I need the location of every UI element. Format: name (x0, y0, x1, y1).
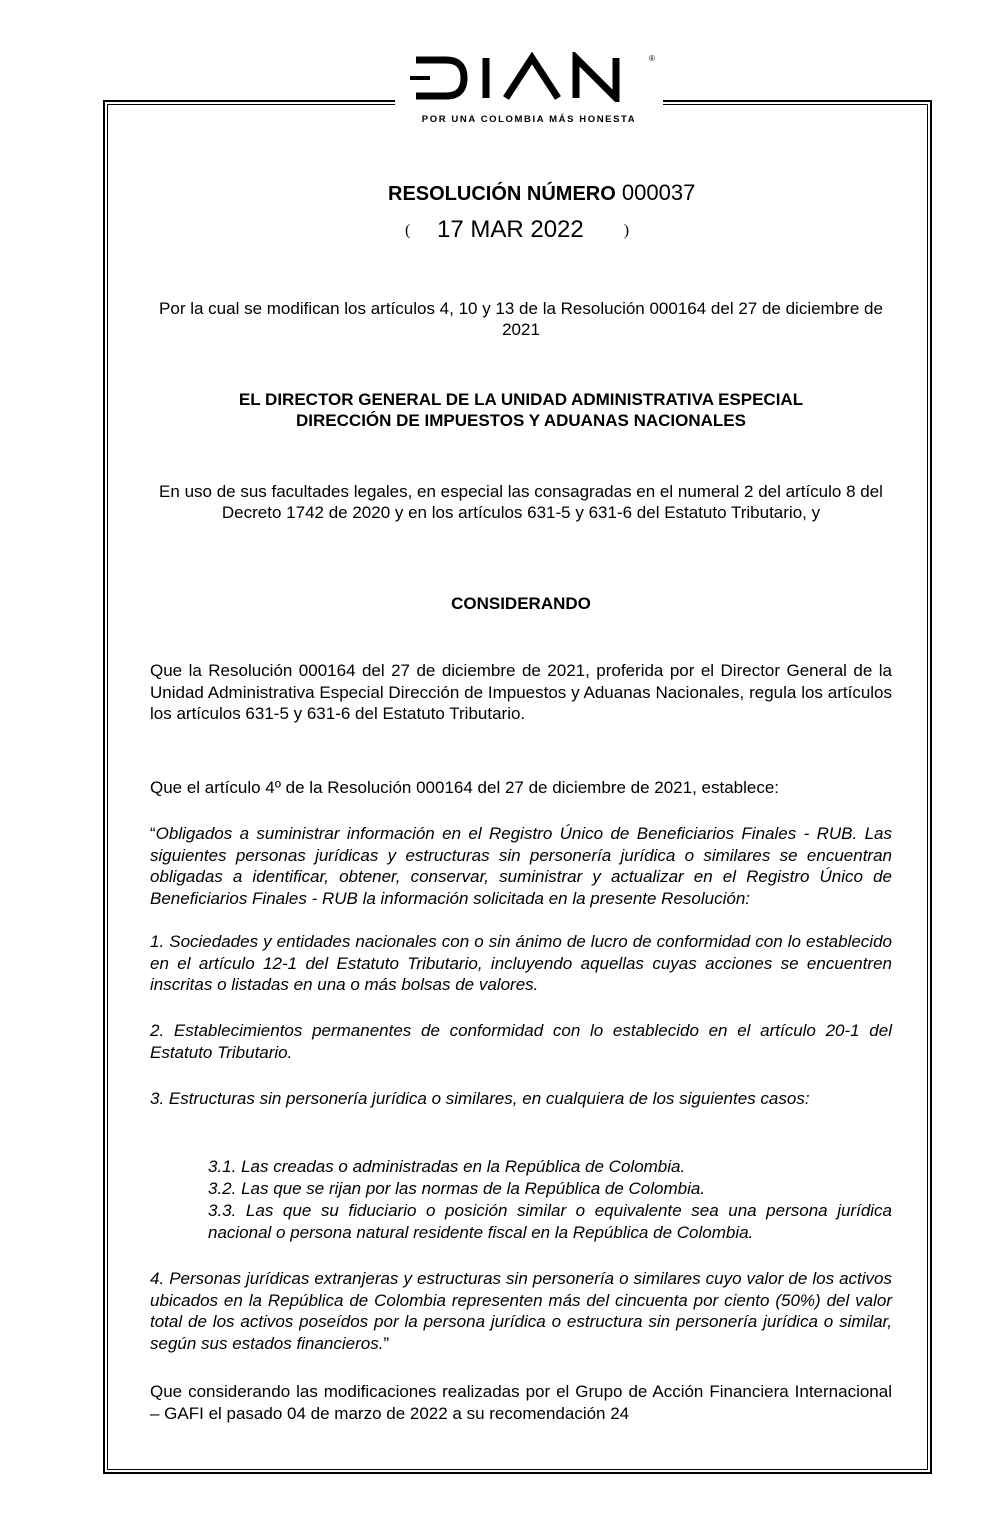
resolution-date (405, 216, 629, 244)
authority-line-2: DIRECCIÓN DE IMPUESTOS Y ADUANAS NACIONALES (296, 411, 746, 430)
resolution-number (388, 180, 695, 206)
quote-intro-text: Obligados a suministrar información en el Registro Único de Beneficiarios Finales - RUB. Las siguientes personas jurídicas y estructuras sin personería jurídica o similares se encuentran obligadas a identificar, obtener, conservar, suministrar y actualizar en el Registro Único de Beneficiarios Finales - RUB la información solicitada en la presente Resolución: (150, 824, 892, 908)
registered-mark: ® (649, 54, 655, 63)
authority-title (150, 389, 892, 431)
list-item-4-text: 4. Personas jurídicas extranjeras y estructuras sin personería o similares cuyo valor de los activos ubicados en la República de Colombia representen más del cincuenta por ciento (50%) del valor total de los activos poseídos por la persona jurídica o estructura sin personería jurídica o similar, según sus estados financieros. (150, 1269, 892, 1353)
list-item-3-2: 3.2. Las que se rijan por las normas de la República de Colombia. (208, 1179, 706, 1198)
list-item-3-1: 3.1. Las creadas o administradas en la República de Colombia. (208, 1157, 686, 1176)
list-item-2: 2. Establecimientos permanentes de conformidad con lo establecido en el artículo 20-1 del Estatuto Tributario. (150, 1021, 892, 1062)
paragraph-1: Que la Resolución 000164 del 27 de diciembre de 2021, proferida por el Director General de la Unidad Administrativa Especial Dirección de Impuestos y Aduanas Nacionales, regula los artículos los artículos 631-5 y 631-6 del Estatuto Tributario. (150, 661, 892, 723)
paragraph-2: Que el artículo 4º de la Resolución 000164 del 27 de diciembre de 2021, establece: (150, 778, 780, 797)
quote-close-mark: ” (383, 1333, 390, 1353)
list-item-1: 1. Sociedades y entidades nacionales con o sin ánimo de lucro de conformidad con lo establecido en el artículo 12-1 del Estatuto Tributario, incluyendo aquellas cuyas acciones se encuentren inscritas o listadas en una o más bolsas de valores. (150, 932, 892, 994)
faculties-text: En uso de sus facultades legales, en especial las consagradas en el numeral 2 del artículo 8 del Decreto 1742 de 2020 y en los artículos 631-5 y 631-6 del Estatuto Tributario, y (159, 482, 883, 522)
paren-close: ) (623, 222, 630, 239)
list-item-4 (150, 1268, 892, 1354)
quote-intro (150, 823, 892, 909)
considerando-heading: CONSIDERANDO (451, 594, 591, 613)
list-item-3-3: 3.3. Las que su fiduciario o posición similar o equivalente sea una persona jurídica nacional o persona natural residente fiscal en la República de Colombia. (208, 1201, 892, 1242)
authority-line-1: EL DIRECTOR GENERAL DE LA UNIDAD ADMINISTRATIVA ESPECIAL (238, 390, 804, 409)
resolution-label: RESOLUCIÓN NÚMERO (388, 183, 616, 205)
dian-logo-mark (404, 52, 654, 102)
quote-open-mark: “ (150, 824, 156, 843)
logo-tagline: POR UNA COLOMBIA MÁS HONESTA (421, 114, 637, 125)
list-item-3: 3. Estructuras sin personería jurídica o similares, en cualquiera de los siguientes casos: (150, 1089, 810, 1108)
resolution-date-value: 17 MAR 2022 (437, 216, 584, 243)
paren-open: ( (405, 222, 411, 239)
resolution-subject: Por la cual se modifican los artículos 4, 10 y 13 de la Resolución 000164 del 27 de diciembre de 2021 (159, 299, 883, 339)
resolution-number-value: 000037 (621, 180, 696, 205)
paragraph-last: Que considerando las modificaciones realizadas por el Grupo de Acción Financiera Internacional – GAFI el pasado 04 de marzo de 2022 a su recomendación 24 (150, 1382, 892, 1423)
dian-logo (395, 52, 663, 132)
